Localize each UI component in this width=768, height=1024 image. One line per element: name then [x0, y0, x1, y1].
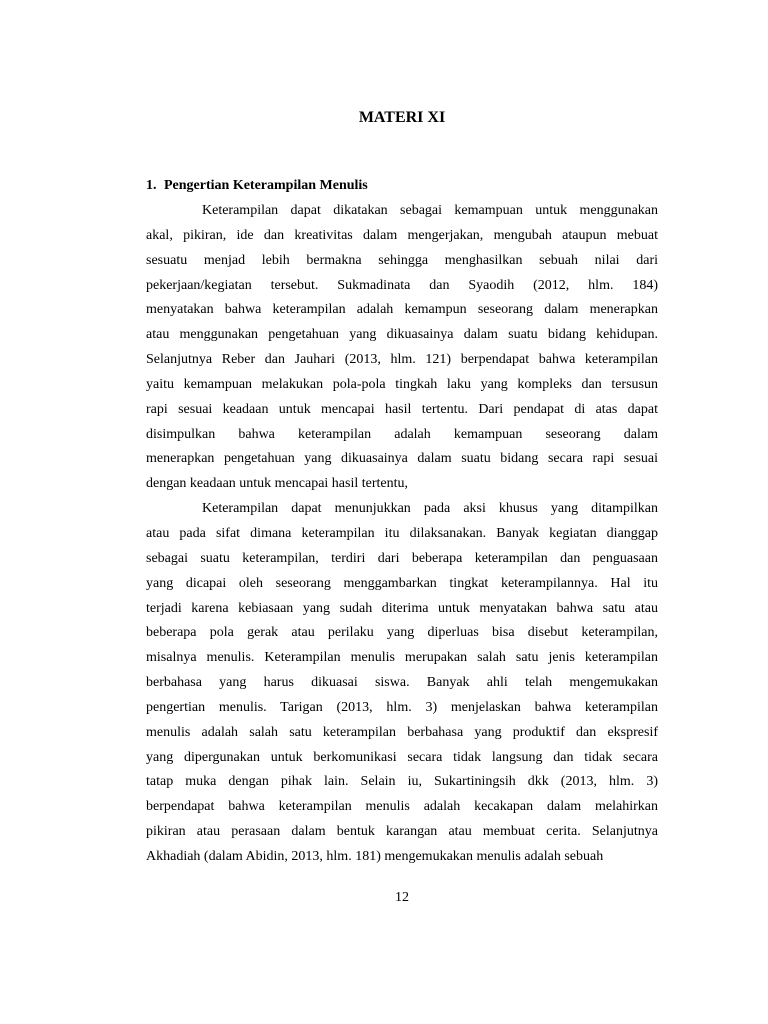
paragraph-line: yang dipergunakan untuk berkomunikasi secara tidak langsung dan tidak secara [146, 749, 658, 765]
paragraph-line: misalnya menulis. Keterampilan menulis merupakan salah satu jenis keterampilan [146, 650, 658, 666]
paragraph-line: atau pada sifat dimana keterampilan itu dilaksanakan. Banyak kegiatan dianggap [146, 525, 658, 541]
paragraph-line: berpendapat bahwa keterampilan menulis adalah kecakapan dalam melahirkan [146, 799, 658, 815]
section-heading [146, 176, 368, 196]
paragraph-line: pekerjaan/kegiatan tersebut. Sukmadinata dan Syaodih (2012, hlm. 184) [146, 277, 658, 293]
paragraph-line: Keterampilan dapat dikatakan sebagai kemampuan untuk menggunakan [202, 203, 658, 218]
paragraph-line: disimpulkan bahwa keterampilan adalah kemampuan seseorang dalam [146, 426, 658, 442]
paragraph-line: Akhadiah (dalam Abidin, 2013, hlm. 181) mengemukakan menulis adalah sebuah [146, 848, 604, 864]
page-title: MATERI XI [358, 109, 446, 126]
body-text [146, 199, 658, 870]
paragraph-1 [146, 199, 658, 497]
paragraph-line: sesuatu menjad lebih bermakna sehingga menghasilkan sebuah nilai dari [146, 252, 658, 268]
paragraph-2 [146, 497, 658, 870]
paragraph-line: berbahasa yang harus dikuasai siswa. Banyak ahli telah mengemukakan [146, 675, 658, 691]
paragraph-line: pikiran atau perasaan dalam bentuk karangan atau membuat cerita. Selanjutnya [146, 824, 658, 840]
paragraph-line: terjadi karena kebiasaan yang sudah diterima untuk menyatakan bahwa satu atau [146, 600, 658, 616]
section-heading-text: Pengertian Keterampilan Menulis [164, 178, 368, 193]
paragraph-line: yang dicapai oleh seseorang menggambarkan tingkat keterampilannya. Hal itu [146, 575, 658, 591]
paragraph-line: tatap muka dengan pihak lain. Selain iu, Sukartiningsih dkk (2013, hlm. 3) [146, 774, 658, 790]
paragraph-line: rapi sesuai keadaan untuk mencapai hasil tertentu. Dari pendapat di atas dapat [146, 401, 658, 417]
paragraph-line: menerapkan pengetahuan yang dikuasainya dalam suatu bidang secara rapi sesuai [146, 451, 658, 467]
page-number: 12 [395, 890, 409, 905]
paragraph-line: atau menggunakan pengetahuan yang dikuasainya dalam suatu bidang kehidupan. [146, 327, 658, 343]
paragraph-line: pengertian menulis. Tarigan (2013, hlm. 3) menjelaskan bahwa keterampilan [146, 699, 658, 715]
paragraph-line: menulis adalah salah satu keterampilan berbahasa yang produktif dan ekspresif [146, 724, 658, 740]
paragraph-line: akal, pikiran, ide dan kreativitas dalam mengerjakan, mengubah ataupun mebuat [146, 227, 658, 243]
paragraph-line: Selanjutnya Reber dan Jauhari (2013, hlm. 121) berpendapat bahwa keterampilan [146, 352, 658, 368]
section-number: 1. [146, 178, 157, 193]
paragraph-line: menyatakan bahwa keterampilan adalah kemampun seseorang dalam menerapkan [146, 302, 658, 318]
paragraph-line: sebagai suatu keterampilan, terdiri dari beberapa keterampilan dan penguasaan [146, 550, 658, 566]
paragraph-line: yaitu kemampuan melakukan pola-pola tingkah laku yang kompleks dan tersusun [146, 376, 658, 392]
paragraph-line: beberapa pola gerak atau perilaku yang diperluas bisa disebut keterampilan, [146, 625, 658, 641]
paragraph-line: dengan keadaan untuk mencapai hasil tertentu, [146, 476, 409, 492]
paragraph-line: Keterampilan dapat menunjukkan pada aksi khusus yang ditampilkan [202, 501, 658, 517]
